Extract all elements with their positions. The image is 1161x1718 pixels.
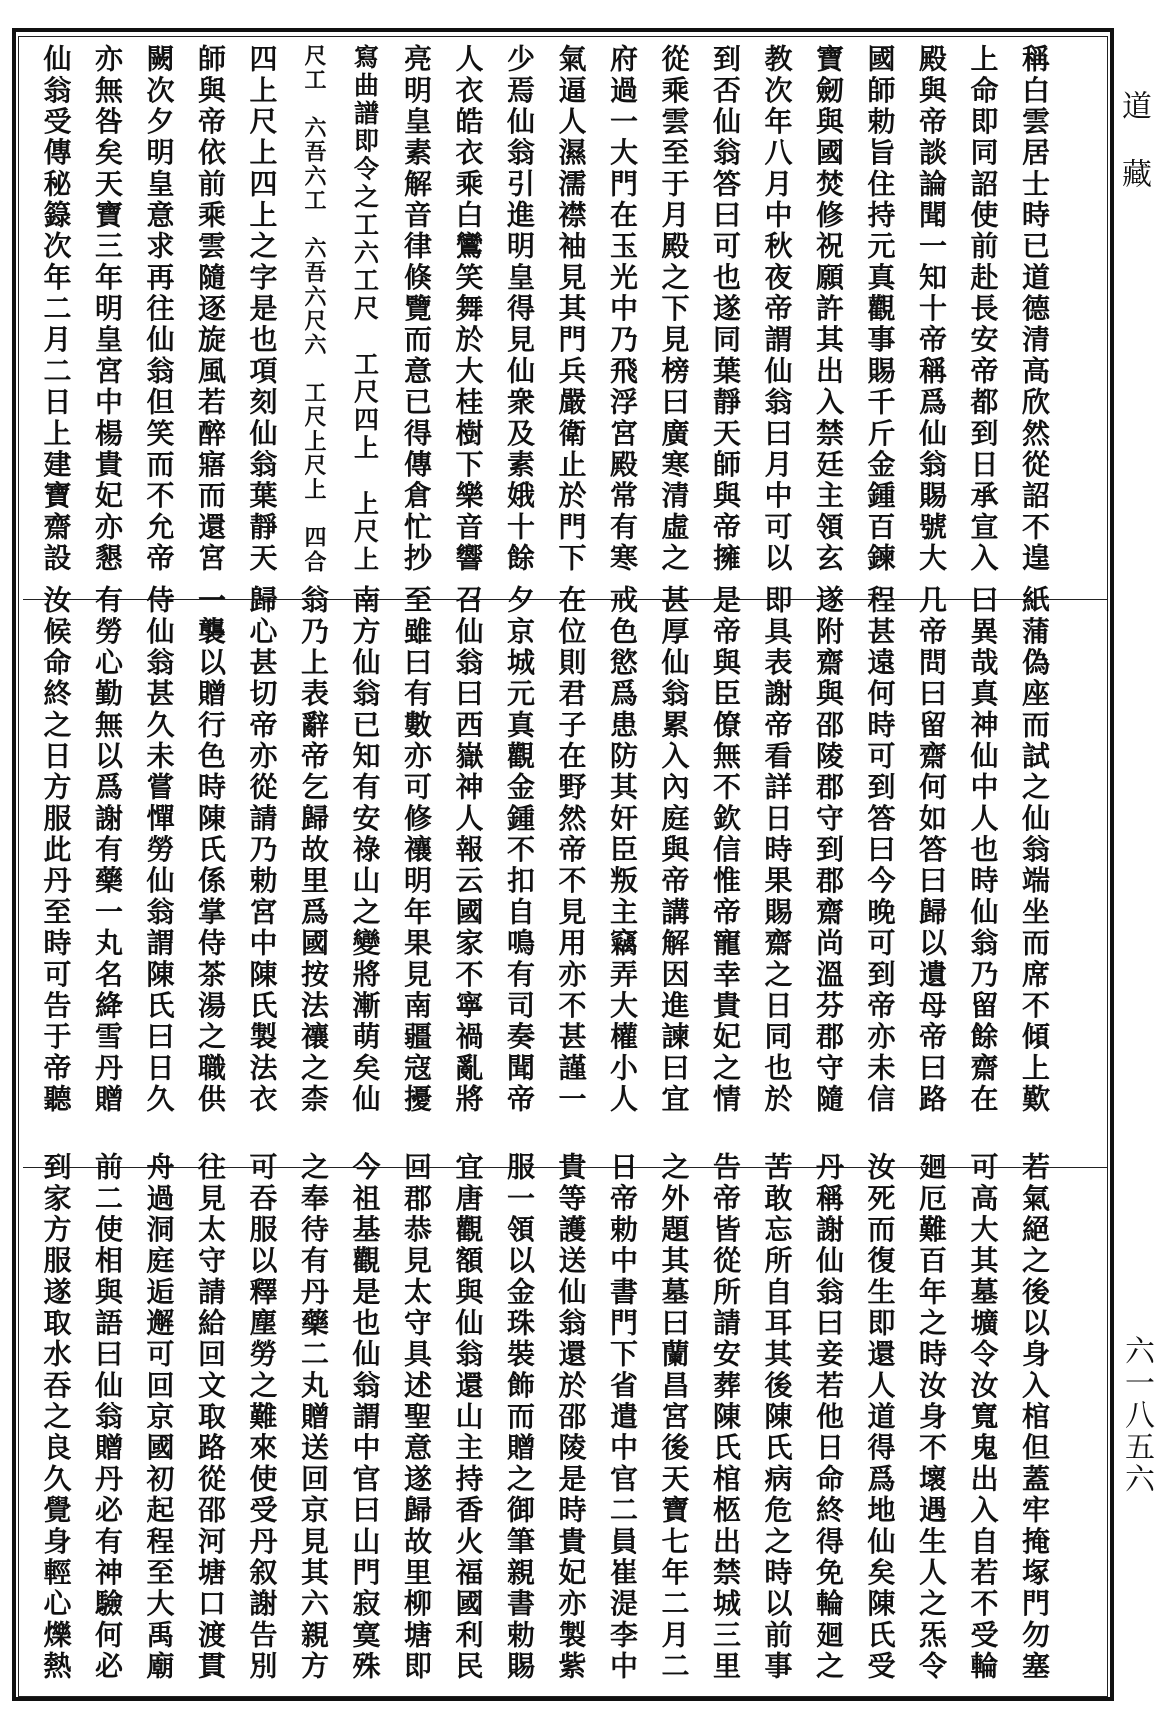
margin-title: 道藏 [1116,90,1151,226]
text-column: 前二使相與語曰仙翁贈丹必有神驗何必 [91,1152,124,1682]
text-column: 國師勅旨住持元真觀事賜千斤金鍾百鍊 [863,44,897,574]
text-column: 歸心甚切帝亦從請乃勅宮中陳氏製法衣 [245,585,279,1115]
text-column: 服一領以金珠裝飾而贈之御筆親書勅賜 [503,1152,536,1682]
text-column: 之外題其墓曰蘭昌宮後天寶七年二月二 [657,1152,691,1682]
text-column: 宜唐觀額與仙翁還山主持香火福國利民 [451,1152,485,1682]
text-column: 稱白雲居士時已道德清高欣然從詔不遑 [1018,44,1051,574]
text-column: 寫曲譜即令之工六工尺 工尺四上 上尺上 [350,44,380,574]
text-column: 到否仙翁答曰可也遂同葉靜天師與帝擁 [709,44,742,574]
text-column: 紙蒲偽座而試之仙翁端坐而席不傾上歎 [1018,585,1051,1115]
page-number: 六一八五六 [1119,1335,1154,1495]
text-column: 亮明皇素解音律倏覽而意已得傳倉忙抄 [400,44,433,574]
text-column: 一襲以贈行色時陳氏係掌侍茶湯之職供 [194,585,227,1115]
text-column: 貴等護送仙翁還於邵陵是時貴妃亦製紫 [554,1152,588,1682]
text-column: 至雖曰有數亦可修禳明年果見南疆寇擾 [400,585,433,1115]
text-column: 四上尺上四上之字是也項刻仙翁葉靜天 [245,44,279,574]
text-column: 教次年八月中秋夜帝謂仙翁曰月中可以 [760,44,794,574]
text-column: 是帝與臣僚無不欽信惟帝寵幸貴妃之情 [709,585,742,1115]
text-column: 南方仙翁已知有安祿山之變將漸萌矣仙 [348,585,382,1115]
text-column: 苦敢忘所自耳其後陳氏病危之時以前事 [760,1152,794,1682]
text-column: 汝死而復生即還人道得爲地仙矣陳氏受 [863,1152,897,1682]
text-column: 即具表謝帝看詳日時果賜齋之日同也於 [760,585,794,1115]
text-column: 侍仙翁甚久未嘗憚勞仙翁謂陳氏曰日久 [142,585,176,1115]
text-column: 亦無咎矣天寶三年明皇宮中楊貴妃亦懇 [91,44,124,574]
text-column: 往見太守請給回文取路從邵河塘口渡貫 [194,1152,227,1682]
text-column: 遂附齋與邵陵郡守到郡齋尚溫芬郡守隨 [812,585,845,1115]
text-column: 可高大其墓壙令汝寬鬼出入自若不受輪 [966,1152,1000,1682]
text-column: 氣逼人濕濡襟袖見其門兵嚴衛止於門下 [554,44,588,574]
text-column: 翁乃上表辭帝乞歸故里爲國按法禳之柰 [297,585,330,1115]
text-column: 舟過洞庭逅邂可回京國初起程至大禹廟 [142,1152,176,1682]
text-column: 程甚遠何時可到答曰今晚可到帝亦未信 [863,585,897,1115]
text-column: 闕次夕明皇意求再往仙翁但笑而不允帝 [142,44,176,574]
text-column: 到家方服遂取水吞之良久覺身輕心爍熱 [39,1152,73,1682]
text-column: 上命即同詔使前赴長安帝都到日承宣入 [966,44,1000,574]
text-column: 甚厚仙翁累入內庭與帝講解因進諫曰宜 [657,585,691,1115]
text-column: 曰異哉真神仙中人也時仙翁乃留餘齋在 [966,585,1000,1115]
text-column: 師與帝依前乘雲隨逐旋風若醉寤而還宮 [194,44,227,574]
text-column: 尺工 六吾六工 六吾六尺六 工尺上尺上 四合 [301,44,327,574]
text-column: 丹稱謝仙翁曰妾若他日命終得免輪廻之 [812,1152,845,1682]
text-column: 從乘雲至于月殿之下見榜曰廣寒清虛之 [657,44,691,574]
text-column: 寶劒與國焚修祝願許其出入禁廷主領玄 [812,44,845,574]
text-column: 仙翁受傳秘籙次年二月二日上建寶齋設 [39,44,73,574]
text-column: 之奉待有丹藥二丸贈送回京見其六親方 [297,1152,330,1682]
text-column: 少焉仙翁引進明皇得見仙衆及素娥十餘 [503,44,536,574]
text-column: 廻厄難百年之時汝身不壞遇生人之炁令 [915,1152,948,1682]
text-column: 汝候命終之日方服此丹至時可告于帝聽 [39,585,73,1115]
text-column: 有勞心勤無以爲謝有藥一丸名絳雪丹贈 [91,585,124,1115]
text-column: 召仙翁曰西嶽神人報云國家不寧禍亂將 [451,585,485,1115]
text-column: 戒色慾爲患防其奸臣叛主竊弄大權小人 [606,585,639,1115]
text-column: 回郡恭見太守具述聖意遂歸故里柳塘即 [400,1152,433,1682]
text-column: 告帝皆從所請安葬陳氏棺柩出禁城三里 [709,1152,742,1682]
text-column: 夕京城元真觀金鍾不扣自鳴有司奏聞帝 [503,585,536,1115]
text-column: 若氣絕之後以身入棺但蓋牢掩塚門勿塞 [1018,1152,1051,1682]
text-column: 可吞服以釋塵勞之難來使受丹叙謝告別 [245,1152,279,1682]
text-column: 今祖基觀是也仙翁謂中官曰山門寂寞殊 [348,1152,382,1682]
text-column: 在位則君子在野然帝不見用亦不甚謹一 [554,585,588,1115]
text-column: 府過一大門在玉光中乃飛浮宮殿常有寒 [606,44,639,574]
text-column: 日帝勅中書門下省遣中官二員崔湜李中 [606,1152,639,1682]
text-column: 人衣皓衣乘白鸞笑舞於大桂樹下樂音響 [451,44,485,574]
text-column: 几帝問曰留齋何如答曰歸以遺母帝曰路 [915,585,948,1115]
text-column: 殿與帝談論聞一知十帝稱爲仙翁賜號大 [915,44,948,574]
